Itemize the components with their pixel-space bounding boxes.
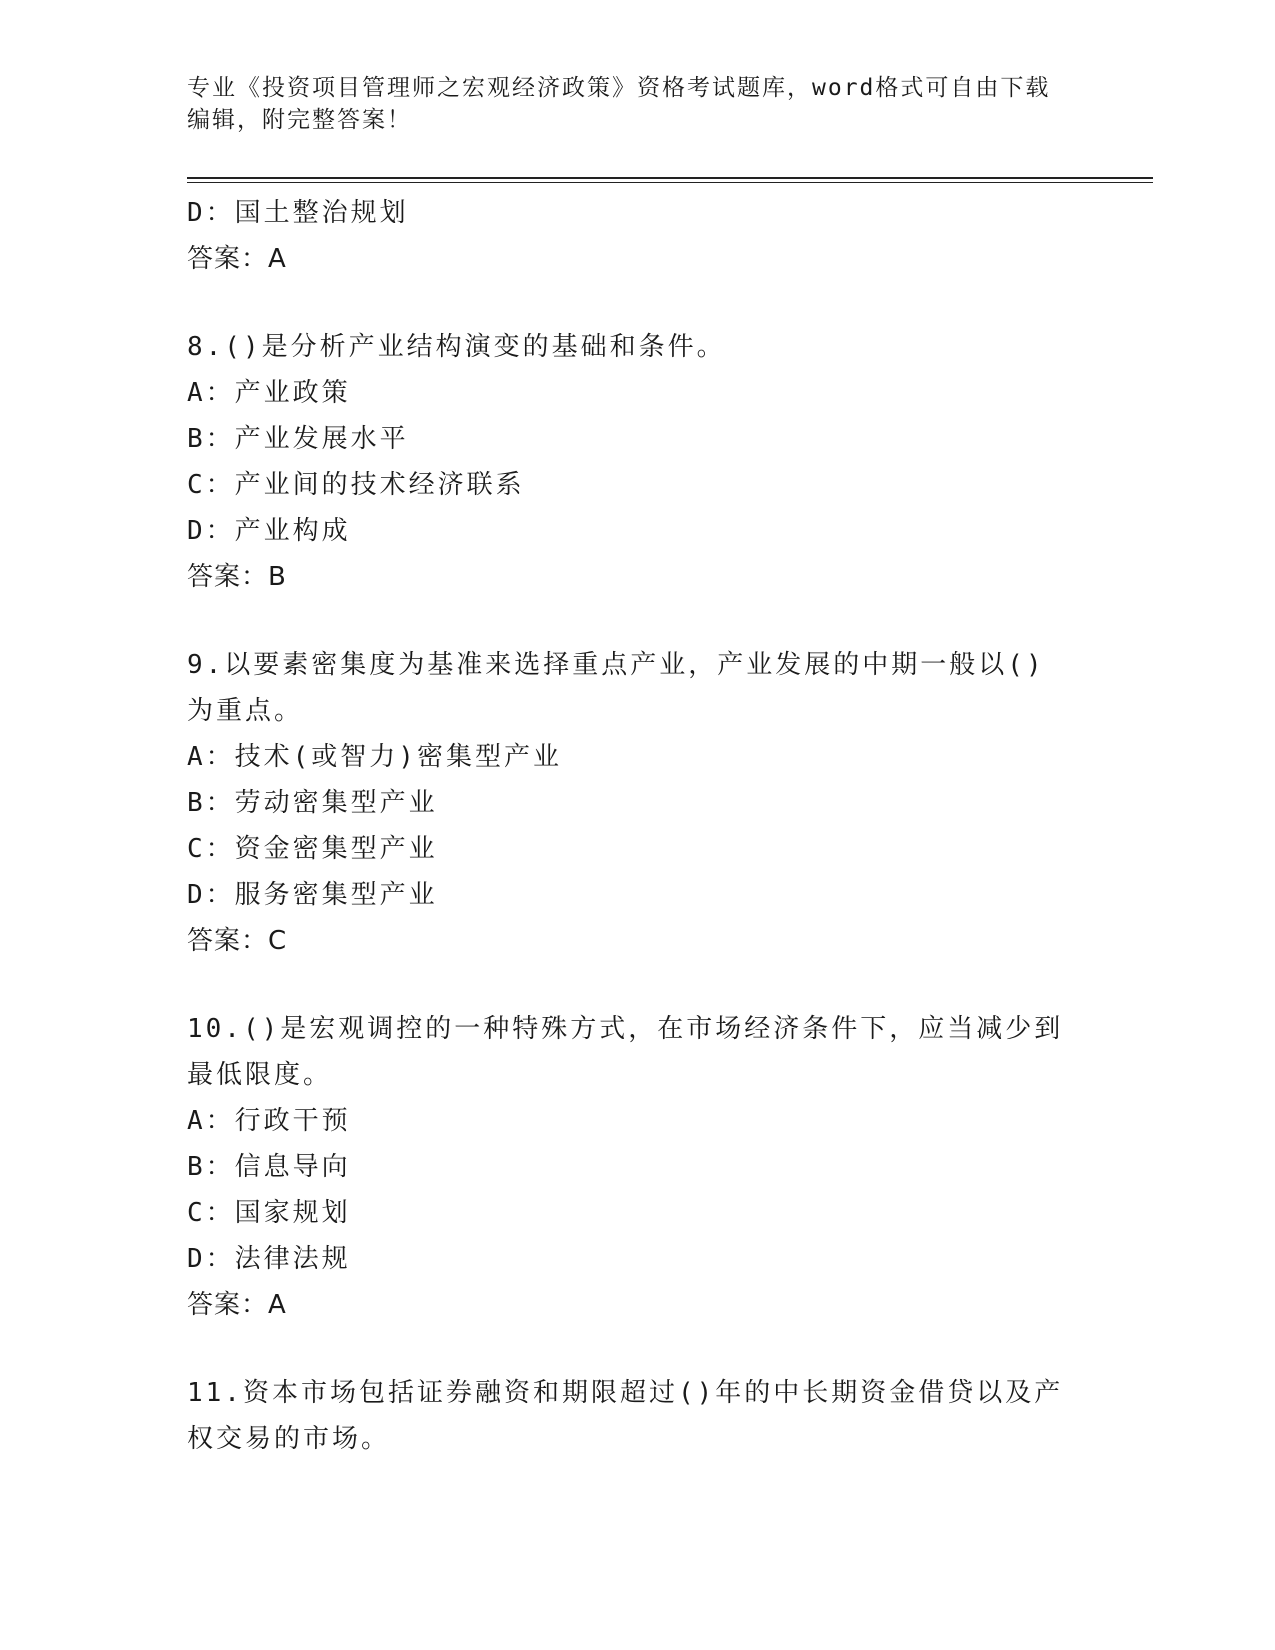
option-label: C： bbox=[187, 834, 235, 864]
option-text: 产业政策 bbox=[234, 378, 351, 408]
option-text: 服务密集型产业 bbox=[234, 880, 438, 910]
answer-line bbox=[187, 918, 1087, 964]
option-text: 产业发展水平 bbox=[234, 424, 409, 454]
option-text: 法律法规 bbox=[234, 1244, 351, 1274]
question-stem: 8.()是分析产业结构演变的基础和条件。 bbox=[187, 332, 726, 362]
option-label: C： bbox=[187, 470, 235, 500]
answer-line bbox=[187, 554, 1087, 600]
option-text: 产业间的技术经济联系 bbox=[234, 470, 525, 500]
answer-label: 答案： bbox=[187, 562, 269, 592]
option-label: A： bbox=[187, 378, 235, 408]
header-divider-thick bbox=[187, 177, 1153, 179]
answer-value: A bbox=[268, 1290, 287, 1320]
option-label: B： bbox=[187, 788, 235, 818]
option-b bbox=[187, 416, 1087, 462]
option-d bbox=[187, 872, 1087, 918]
question-stem: 9.以要素密集度为基准来选择重点产业，产业发展的中期一般以()为重点。 bbox=[187, 650, 1045, 726]
option-c bbox=[187, 1190, 1087, 1236]
question-block bbox=[187, 190, 1087, 282]
option-label: D： bbox=[187, 516, 235, 546]
option-label: D： bbox=[187, 880, 235, 910]
answer-value: A bbox=[268, 244, 287, 274]
option-a bbox=[187, 370, 1087, 416]
option-d bbox=[187, 508, 1087, 554]
option-text: 信息导向 bbox=[234, 1152, 351, 1182]
option-text: 国土整治规划 bbox=[234, 198, 409, 228]
option-text: 产业构成 bbox=[234, 516, 351, 546]
question-stem: 11.资本市场包括证券融资和期限超过()年的中长期资金借贷以及产权交易的市场。 bbox=[187, 1378, 1064, 1454]
option-a bbox=[187, 1098, 1087, 1144]
answer-line bbox=[187, 236, 1087, 282]
option-c bbox=[187, 826, 1087, 872]
option-label: C： bbox=[187, 1198, 235, 1228]
option-label: D： bbox=[187, 1244, 235, 1274]
answer-value: C bbox=[268, 926, 288, 956]
option-label: B： bbox=[187, 1152, 235, 1182]
option-label: D： bbox=[187, 198, 235, 228]
option-text: 资金密集型产业 bbox=[234, 834, 438, 864]
question-block bbox=[187, 1370, 1087, 1462]
option-b bbox=[187, 780, 1087, 826]
option-b bbox=[187, 1144, 1087, 1190]
option-c bbox=[187, 462, 1087, 508]
answer-label: 答案： bbox=[187, 1290, 269, 1320]
answer-line bbox=[187, 1282, 1087, 1328]
option-a bbox=[187, 734, 1087, 780]
question-stem: 10.()是宏观调控的一种特殊方式，在市场经济条件下，应当减少到最低限度。 bbox=[187, 1014, 1064, 1090]
option-label: A： bbox=[187, 742, 235, 772]
question-block bbox=[187, 324, 1087, 600]
option-label: B： bbox=[187, 424, 235, 454]
option-text: 劳动密集型产业 bbox=[234, 788, 438, 818]
option-label: A： bbox=[187, 1106, 235, 1136]
question-block bbox=[187, 642, 1087, 964]
answer-label: 答案： bbox=[187, 926, 269, 956]
header-divider-thin bbox=[187, 182, 1153, 183]
answer-label: 答案： bbox=[187, 244, 269, 274]
option-text: 国家规划 bbox=[234, 1198, 351, 1228]
document-header: 专业《投资项目管理师之宏观经济政策》资格考试题库，word格式可自由下载编辑，附完整答案！ bbox=[187, 75, 1051, 133]
option-d bbox=[187, 190, 1087, 236]
option-d bbox=[187, 1236, 1087, 1282]
option-text: 技术(或智力)密集型产业 bbox=[234, 742, 562, 772]
question-list bbox=[187, 190, 1087, 1462]
question-block bbox=[187, 1006, 1087, 1328]
option-text: 行政干预 bbox=[234, 1106, 351, 1136]
answer-value: B bbox=[268, 562, 287, 592]
